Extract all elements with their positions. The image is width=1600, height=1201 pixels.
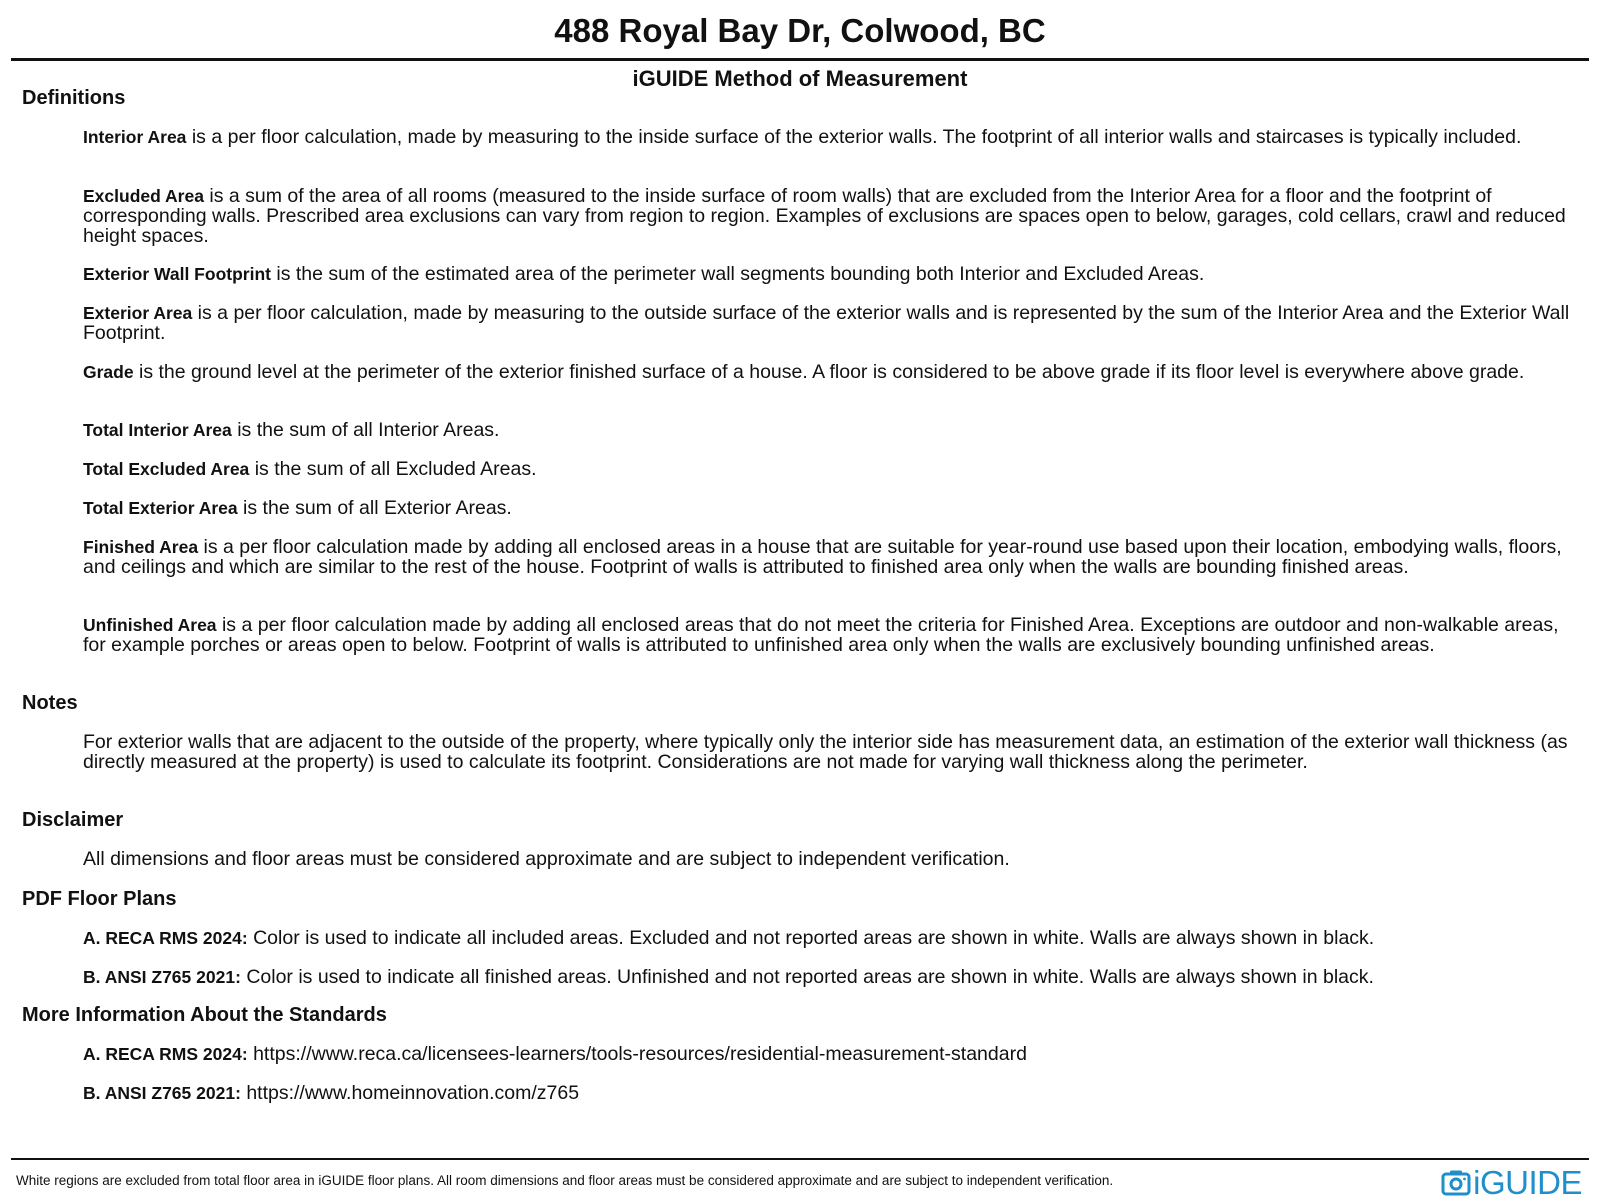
footer-note: White regions are excluded from total floor area in iGUIDE floor plans. All room dimensions and floor areas must be considered approximate and are subject to independent verification. (16, 1173, 1114, 1188)
definition-text: is a per floor calculation made by adding all enclosed areas that do not meet the criteria for Finished Area. Exceptions are outdoor and non-walkable areas, for example porches or areas open to below. Footprint of walls is attributed to unfinished area only when the walls are exclusively bounding unfinished areas. (83, 614, 1559, 656)
pdf-floor-plans-heading: PDF Floor Plans (22, 888, 177, 910)
disclaimer-text: All dimensions and floor areas must be considered approximate and are subject to independent verification. (83, 848, 1010, 870)
standard-link[interactable]: https://www.homeinnovation.com/z765 (240, 1082, 580, 1104)
more-info-ansi (83, 1083, 1583, 1103)
definition-total-exterior-area (83, 498, 1583, 518)
definition-text: is the ground level at the perimeter of the exterior finished surface of a house. A floor is considered to be above grade if its floor level is everywhere above grade. (133, 361, 1525, 383)
page-title: 488 Royal Bay Dr, Colwood, BC (554, 12, 1046, 49)
page-subtitle: iGUIDE Method of Measurement (632, 66, 968, 91)
definition-text: is the sum of all Interior Areas. (231, 419, 500, 441)
header-divider (11, 58, 1589, 61)
definition-term: Total Excluded Area (83, 459, 250, 479)
definition-interior-area (83, 127, 1583, 147)
definition-unfinished-area (83, 615, 1583, 655)
definition-text: is the sum of all Exterior Areas. (237, 497, 512, 519)
notes-text: For exterior walls that are adjacent to the outside of the property, where typically only the interior side has measurement data, an estimation of the exterior wall thickness (as directly measured at the property) is used to calculate its footprint. Considerations are not made for varying wall thickness along the perimeter. (83, 731, 1568, 773)
standard-term: B. ANSI Z765 2021: (83, 1083, 241, 1103)
pdf-floor-plan-ansi (83, 967, 1583, 987)
logo-text: iGUIDE (1473, 1164, 1582, 1201)
more-info-reca (83, 1044, 1583, 1064)
definitions-heading: Definitions (22, 87, 126, 109)
definition-total-interior-area (83, 420, 1583, 440)
definition-text: is a per floor calculation, made by measuring to the inside surface of the exterior walls. The footprint of all interior walls and staircases is typically included. (186, 126, 1522, 148)
definition-term: Exterior Area (83, 303, 193, 323)
definition-text: is a sum of the area of all rooms (measured to the inside surface of room walls) that are excluded from the Interior Area for a floor and the footprint of corresponding walls. Prescribed area exclusions can vary from region to region. Examples of exclusions are spaces open to below, garages, cold cellars, crawl and reduced height spaces. (83, 185, 1566, 247)
standard-term: A. RECA RMS 2024: (83, 928, 248, 948)
definition-excluded-area (83, 186, 1583, 246)
pdf-floor-plan-reca (83, 928, 1583, 948)
standard-text: Color is used to indicate all included areas. Excluded and not reported areas are shown in white. Walls are always shown in black. (247, 927, 1375, 949)
definition-term: Total Interior Area (83, 420, 232, 440)
footer-divider (11, 1158, 1589, 1160)
definition-grade (83, 362, 1583, 382)
definition-term: Finished Area (83, 537, 199, 557)
standard-term: A. RECA RMS 2024: (83, 1044, 248, 1064)
definition-exterior-area (83, 303, 1583, 343)
definition-term: Unfinished Area (83, 615, 217, 635)
standard-text: Color is used to indicate all finished areas. Unfinished and not reported areas are shown in white. Walls are always shown in black. (240, 966, 1374, 988)
definition-exterior-wall-footprint (83, 264, 1583, 284)
definition-term: Excluded Area (83, 186, 204, 206)
iguide-camera-icon (1441, 1169, 1471, 1197)
definition-finished-area (83, 537, 1583, 577)
more-info-heading: More Information About the Standards (22, 1004, 387, 1026)
definition-term: Total Exterior Area (83, 498, 238, 518)
definition-text: is a per floor calculation, made by measuring to the outside surface of the exterior walls and is represented by the sum of the Interior Area and the Exterior Wall Footprint. (83, 302, 1570, 344)
notes-heading: Notes (22, 692, 78, 714)
definition-text: is a per floor calculation made by adding all enclosed areas in a house that are suitable for year-round use based upon their location, embodying walls, floors, and ceilings and which are similar to the rest of the house. Footprint of walls is attributed to finished area only when the walls are bounding finished areas. (83, 536, 1562, 578)
definition-total-excluded-area (83, 459, 1583, 479)
definition-text: is the sum of the estimated area of the perimeter wall segments bounding both Interior and Excluded Areas. (270, 263, 1205, 285)
standard-link[interactable]: https://www.reca.ca/licensees-learners/tools-resources/residential-measurement-standard (247, 1043, 1027, 1065)
iguide-logo (1441, 1165, 1582, 1201)
definition-text: is the sum of all Excluded Areas. (249, 458, 537, 480)
standard-term: B. ANSI Z765 2021: (83, 967, 241, 987)
definition-term: Grade (83, 362, 134, 382)
disclaimer-heading: Disclaimer (22, 809, 124, 831)
definition-term: Interior Area (83, 127, 187, 147)
definition-term: Exterior Wall Footprint (83, 264, 271, 284)
